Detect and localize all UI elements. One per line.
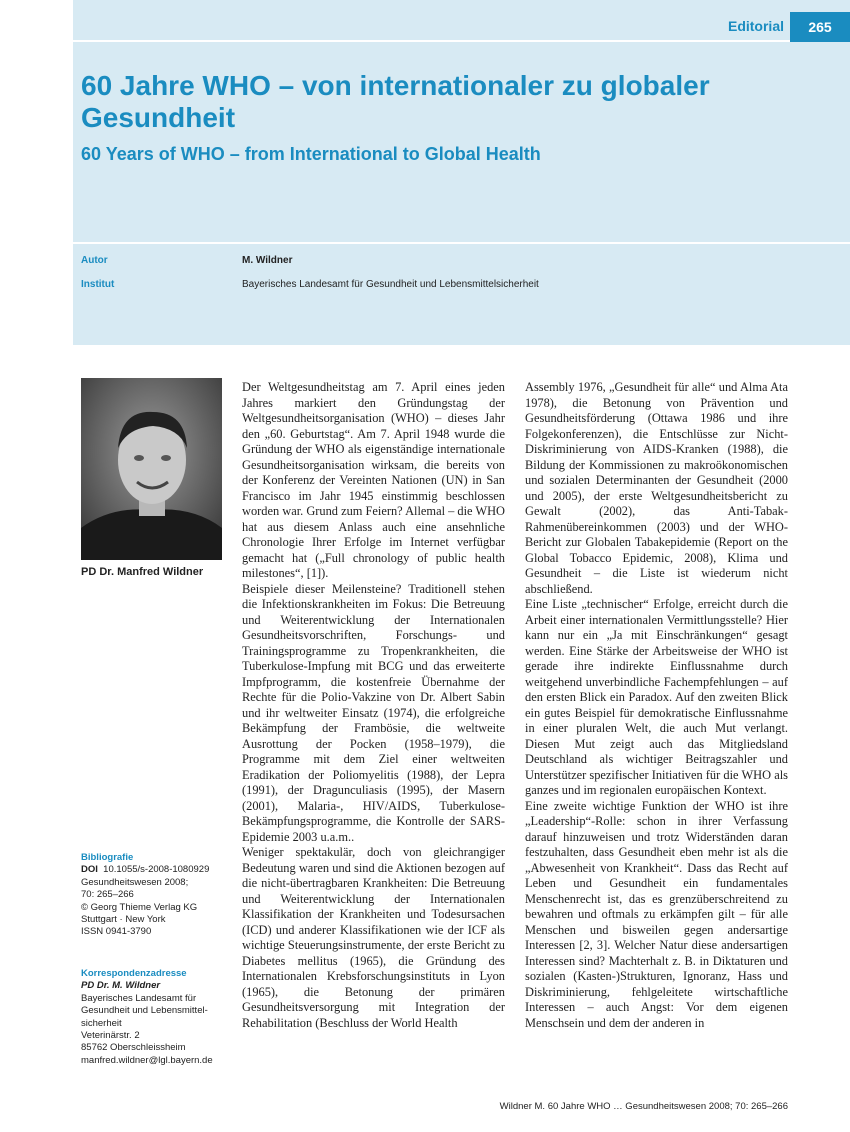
author-label: Autor — [81, 255, 108, 266]
paragraph: Weniger spektakulär, doch von gleichrangiger Bedeutung waren und sind die Aktionen bezogen auf die nicht-übertragbaren Krankheiten: Die Betreuung und Weiterentwicklung der Internationalen Klassifikation der Krankheiten und Todesursachen (ICD) und anderer Klassifikationen wie der ICF als wichtige Steuerungsinstrumente, der erste Bericht zu Diabetes mellitus (1965), die Gründung des Internationalen Krebsforschungsinstituts in Lyon (1965), die Betonung der primären Gesundheitsversorgung mit Integration der Rehabilitation (Beschluss der World Health — [242, 845, 505, 1030]
doi-link[interactable]: 10.1055/s-2008-1080929 — [103, 864, 210, 876]
body-column-1 — [242, 380, 505, 1031]
paragraph: Assembly 1976, „Gesundheit für alle“ und Alma Ata 1978), die Betonung von Prävention und Gesundheitsförderung (Ottawa 1986 und ihre Folgekonferenzen), die Entschlüsse zur Nicht-Diskriminierung von AIDS-Kranken (1988), die Bildung der Kommissionen zu makroökonomischen und sozialen Determinanten der Gesundheit (2000 und 2005), der erste Weltgesundheitsbericht zu Gewalt (2002), das Anti-Tabak-Rahmenübereinkommen (2003) und der WHO-Bericht zur Globalen Tabakepidemie (Report on the Global Tobacco Epidemic, 2008), Klima und Gesundheit – die Liste ist wiederum nicht abschließend. — [525, 380, 788, 596]
body-column-2 — [525, 380, 788, 1031]
bibliography-heading: Bibliografie — [81, 852, 134, 863]
org-line: Bayerisches Landesamt für — [81, 992, 197, 1004]
bibliography-box — [81, 852, 231, 939]
correspondent-name: PD Dr. M. Wildner — [81, 980, 161, 992]
correspondence-box — [81, 968, 231, 1067]
header-band — [73, 0, 850, 345]
volume-line: 70: 265–266 — [81, 889, 134, 901]
institute-name: Bayerisches Landesamt für Gesundheit und Lebensmittelsicherheit — [242, 279, 539, 290]
author-name: M. Wildner — [242, 255, 293, 266]
email-link[interactable]: manfred.wildner@lgl.bayern.de — [81, 1054, 213, 1066]
copyright-line: © Georg Thieme Verlag KG — [81, 901, 198, 913]
journal-line: Gesundheitswesen 2008; — [81, 876, 189, 888]
paragraph: Beispiele dieser Meilensteine? Traditionell stehen die Infektionskrankheiten im Fokus: Die Betreuung und Weiterentwicklung der Internationalen Gesundheitsvorschriften, Forschungs- und Trainingsprogramme zu Tropenkrankheiten, die Tuberkulose-Impfung mit BCG und das erweiterte Impfprogramm, die kostenfreie Übernahme der Rechte für die Polio-Vakzine von Dr. Albert Sabin und ihr weltweiter Einsatz (1974), die erfolgreiche Bekämpfung der Frambösie, die weltweite Ausrottung der Pocken (1958–1979), die Programme mit dem Ziel einer weltweiten Eradikation der Poliomyelitis (1988), der Lepra (1991), der Dragunculiasis (1995), der Masern (2001), Malaria-, HIV/AIDS, Tuberkulose-Bekämpfungsprogramme, die Kontrolle der SARS-Epidemie 2003 u.a.m.. — [242, 581, 505, 844]
issn-line: ISSN 0941-3790 — [81, 926, 152, 938]
org-line: Gesundheit und Lebensmittel- — [81, 1005, 208, 1017]
article-title-english: 60 Years of WHO – from International to Global Health — [81, 144, 541, 164]
page-number: 265 — [790, 12, 850, 42]
article-title-german: 60 Jahre WHO – von internationaler zu globaler Gesundheit — [81, 70, 710, 133]
author-portrait — [81, 378, 222, 560]
doi-line — [81, 864, 231, 876]
paragraph: Der Weltgesundheitstag am 7. April eines jeden Jahres markiert den Gründungstag der Weltgesundheitsorganisation (WHO) – dieses Jahr den „60. Geburtstag“. Am 7. April 1948 wurde die Gründung der WHO als eigenständige internationale Gesundheitsorganisation wirksam, die bereits von der Konferenz der Vereinten Nationen (UN) in San Francisco im Jahr 1945 einstimmig beschlossen worden war. Grund zum Feiern? Allemal – die WHO hat aus diesem Anlass auch eine ansehnliche Chronologie Ihrer Erfolge im Internet verfügbar gemacht hat („Full chronology of public health milestones“, [1]). — [242, 380, 506, 580]
place-line: Stuttgart · New York — [81, 914, 166, 926]
header-divider — [73, 40, 850, 42]
org-line: sicherheit — [81, 1017, 122, 1029]
paragraph: Eine zweite wichtige Funktion der WHO ist ihre „Leadership“-Rolle: schon in ihrer Verfassung darauf hinzuweisen und trotz Widerständen daran festzuhalten, dass Gesundheit eben mehr ist als die „Abwesenheit von Krankheit“. Dass das Recht auf Leben und Gesundheit ein fundamentales Menschenrecht ist, das es grenzüberschreitend zu bewahren und oftmals zu erkämpfen gilt – für alle Menschen und bisweilen gegen andersartige Interessen [2, 3]. Welcher Natur diese andersartigen Interessen sind? Machterhalt z. B. in Diktaturen und sozialen (Kasten-)Strukturen, Ignoranz, Hass und Diskriminierung, fehlgeleitete wirtschaftliche Interessen – auch Angst: Vor dem eigenen Menschsein und dem der anderen in — [525, 798, 788, 1030]
correspondence-heading: Korrespondenzadresse — [81, 968, 187, 979]
footer-citation: Wildner M. 60 Jahre WHO … Gesundheitswesen 2008; 70: 265–266 — [499, 1101, 788, 1112]
header-divider — [73, 242, 850, 244]
city-line: 85762 Oberschleissheim — [81, 1042, 186, 1054]
paragraph: Eine Liste „technischer“ Erfolge, erreicht durch die Arbeit einer internationalen Vermittlungsstelle? Hier kann nur ein „Ja mit Einschränkungen“ gesagt werden. Eine Stärke der Arbeitsweise der WHO ist gerade ihre indirekte Einflussnahme durch weitgehend unverbindliche Fachempfehlungen – auf den ersten Blick ein Paradox. Auf den zweiten Blick ein gutes Beispiel für demokratische Einflussnahme in einer pluralen Welt, die auch Mut verlangt. Diesen Mut zeigt auch das Mitgliedsland Deutschland als wichtiger Beitragszahler und Unterstützer spezifischer Initiativen für die WHO als ganzes und im regionalen europäischen Kontext. — [525, 597, 788, 797]
doi-label: DOI — [81, 864, 98, 876]
section-label: Editorial — [727, 18, 784, 34]
street-line: Veterinärstr. 2 — [81, 1030, 140, 1042]
institute-label: Institut — [81, 279, 115, 290]
photo-caption: PD Dr. Manfred Wildner — [81, 566, 204, 578]
